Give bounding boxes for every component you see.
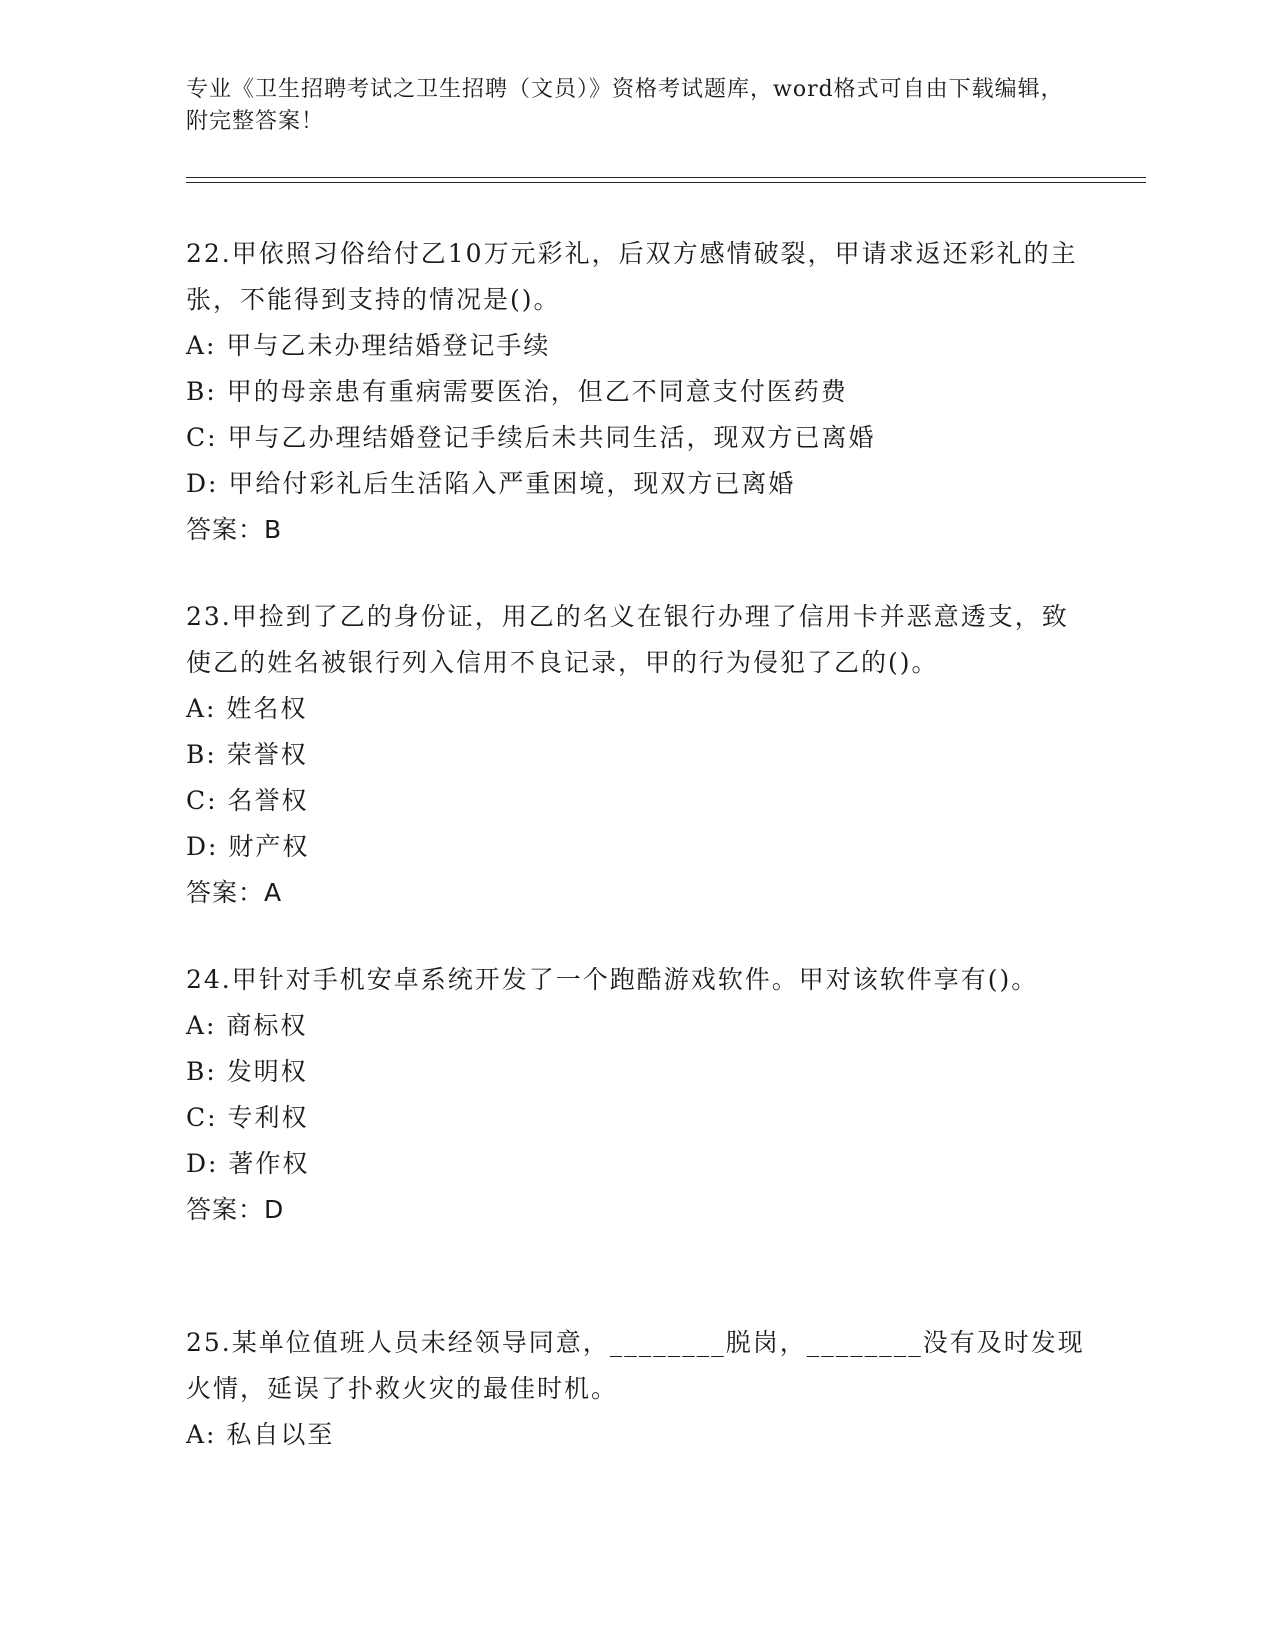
- answer: 答案：A: [186, 878, 283, 907]
- option-c: C: 甲与乙办理结婚登记手续后未共同生活，现双方已离婚: [186, 423, 876, 452]
- header-divider-top: [186, 177, 1146, 178]
- option-a: A: 商标权: [186, 1011, 308, 1040]
- option-a: A: 私自以至: [186, 1420, 335, 1449]
- option-d: D: 著作权: [186, 1149, 310, 1178]
- option-c: C: 名誉权: [186, 786, 309, 815]
- option-a: A: 甲与乙未办理结婚登记手续: [186, 331, 551, 360]
- header-text: 专业《卫生招聘考试之卫生招聘（文员）》资格考试题库，word格式可自由下载编辑，附完整答案！: [186, 77, 1064, 134]
- option-b: B: 荣誉权: [186, 740, 308, 769]
- answer: 答案：B: [186, 515, 283, 544]
- option-c: C: 专利权: [186, 1103, 309, 1132]
- option-d: D: 甲给付彩礼后生活陷入严重困境，现双方已离婚: [186, 469, 796, 498]
- option-a: A: 姓名权: [186, 694, 308, 723]
- question-23: [186, 594, 1086, 916]
- option-d: D: 财产权: [186, 832, 310, 861]
- question-stem: 22.甲依照习俗给付乙10万元彩礼，后双方感情破裂，甲请求返还彩礼的主张，不能得到支持的情况是()。: [186, 239, 1078, 314]
- header-divider-bottom: [186, 182, 1146, 183]
- option-b: B: 发明权: [186, 1057, 308, 1086]
- question-22: [186, 231, 1086, 553]
- document-header: [186, 74, 1086, 138]
- option-b: B: 甲的母亲患有重病需要医治，但乙不同意支付医药费: [186, 377, 848, 406]
- answer: 答案：D: [186, 1195, 285, 1224]
- question-stem: 23.甲捡到了乙的身份证，用乙的名义在银行办理了信用卡并恶意透支，致使乙的姓名被银行列入信用不良记录，甲的行为侵犯了乙的()。: [186, 602, 1069, 677]
- question-24: [186, 957, 1086, 1233]
- question-stem: 25.某单位值班人员未经领导同意，________脱岗，________没有及时发现火情，延误了扑救火灾的最佳时机。: [186, 1328, 1085, 1403]
- question-stem: 24.甲针对手机安卓系统开发了一个跑酷游戏软件。甲对该软件享有()。: [186, 965, 1039, 994]
- question-25: [186, 1320, 1086, 1458]
